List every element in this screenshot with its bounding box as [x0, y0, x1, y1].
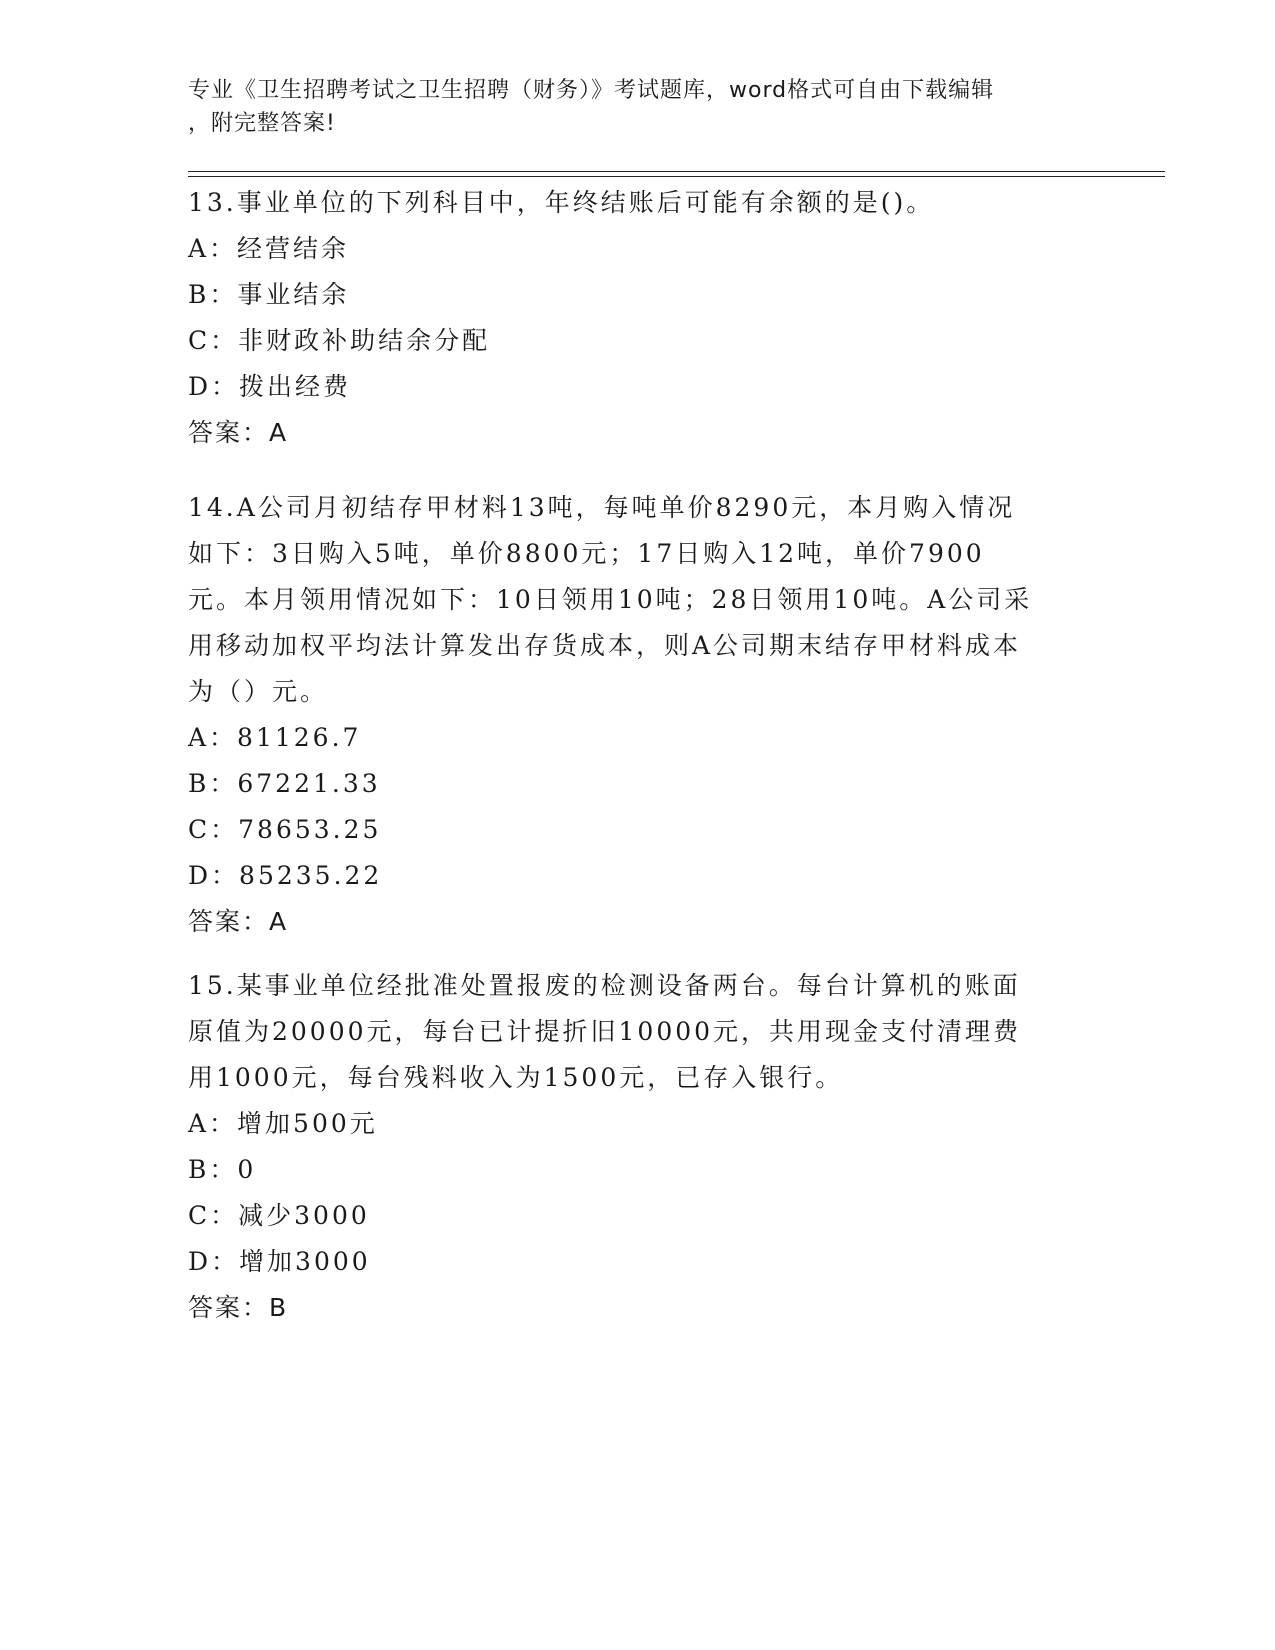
header-line-1: 专业《卫生招聘考试之卫生招聘（财务）》考试题库，word格式可自由下载编辑	[188, 78, 995, 103]
option-c: C：非财政补助结余分配	[188, 326, 491, 355]
question-stem: 15.某事业单位经批准处置报废的检测设备两台。每台计算机的账面原值为20000元，每台已计提折旧10000元，共用现金支付清理费用1000元，每台残料收入为1500元，已存入银行。	[188, 971, 1022, 1092]
answer: 答案：A	[188, 418, 289, 447]
option-d: D：拨出经费	[188, 372, 352, 401]
header-rule-bottom	[188, 176, 1165, 177]
question-15	[188, 963, 1043, 1331]
answer: 答案：A	[188, 907, 289, 936]
option-a: A：81126.7	[188, 723, 362, 752]
option-c: C：减少3000	[188, 1201, 370, 1230]
header-line-2: ，附完整答案!	[188, 111, 336, 136]
option-c: C：78653.25	[188, 815, 382, 844]
answer: 答案：B	[188, 1293, 289, 1322]
question-stem: 13.事业单位的下列科目中，年终结账后可能有余额的是()。	[188, 188, 935, 217]
option-b: B：67221.33	[188, 769, 381, 798]
option-d: D：85235.22	[188, 861, 383, 890]
question-13	[188, 180, 1088, 456]
header-rule-top	[188, 171, 1165, 172]
option-d: D：增加3000	[188, 1247, 371, 1276]
question-stem: 14.A公司月初结存甲材料13吨，每吨单价8290元，本月购入情况如下：3日购入5吨，单价8800元；17日购入12吨，单价7900元。本月领用情况如下：10日领用10吨；28日领用10吨。A公司采用移动加权平均法计算发出存货成本，则A公司期末结存甲材料成本为（）元。	[188, 493, 1033, 706]
option-b: B：事业结余	[188, 280, 350, 309]
option-a: A：经营结余	[188, 234, 350, 263]
option-b: B：0	[188, 1155, 257, 1184]
question-14	[188, 485, 1038, 945]
option-a: A：增加500元	[188, 1109, 378, 1138]
document-header	[188, 74, 1068, 140]
